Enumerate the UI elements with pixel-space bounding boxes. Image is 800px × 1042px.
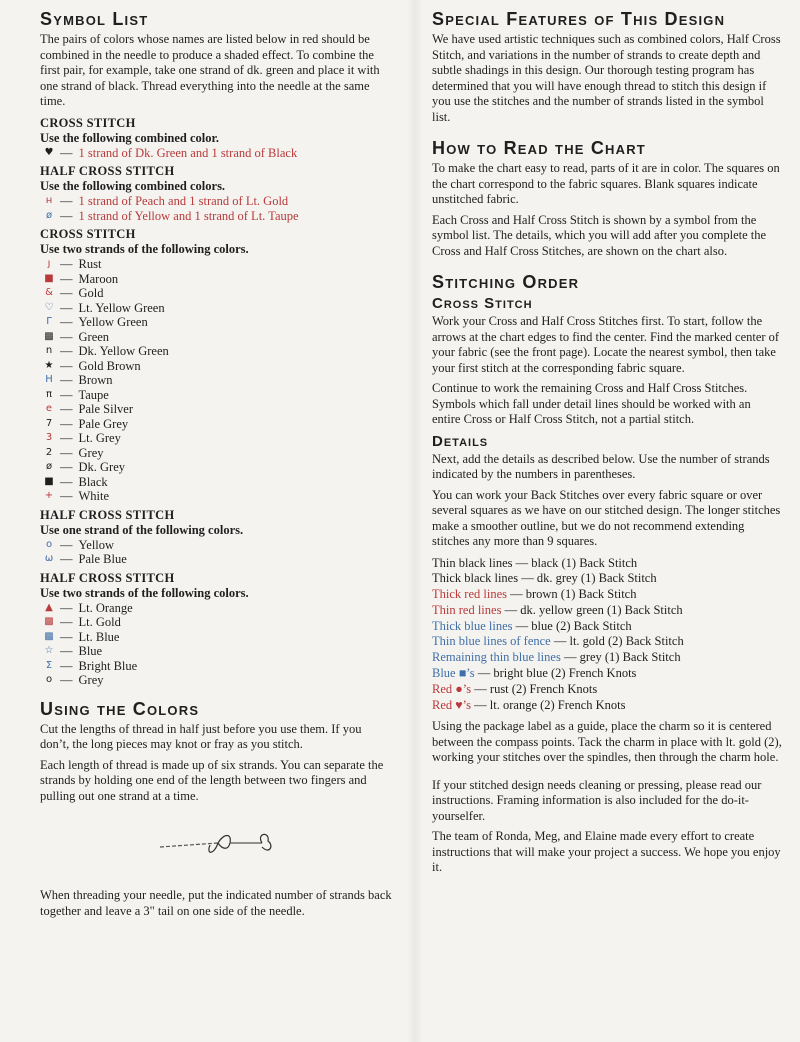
color-name: Dk. Grey bbox=[78, 460, 126, 474]
color-name: Blue bbox=[78, 644, 103, 658]
dash-separator: — bbox=[60, 658, 73, 673]
cross-stitch-sub-2: Use two strands of the following colors. bbox=[40, 242, 249, 256]
stitch-symbol-icon: ★ bbox=[44, 359, 54, 371]
dash-separator: — bbox=[60, 329, 73, 344]
stitch-symbol-icon: ▩ bbox=[44, 630, 54, 642]
color-name: Green bbox=[78, 329, 110, 344]
stitch-symbol-icon: ▲ bbox=[45, 601, 53, 613]
detail-line bbox=[432, 682, 782, 698]
detail-line bbox=[432, 603, 782, 619]
color-name: Lt. Gold bbox=[78, 615, 121, 629]
detail-line-rest: — blue (2) Back Stitch bbox=[512, 618, 632, 633]
dash-separator: — bbox=[60, 257, 73, 271]
color-name: Lt. Yellow Green bbox=[78, 300, 165, 315]
special-features-title: Special Features of This Design bbox=[432, 9, 726, 29]
stitch-symbol-icon: e bbox=[45, 403, 53, 414]
detail-line-label: Blue ■’s bbox=[432, 666, 475, 681]
stitch-symbol-icon: ʜ bbox=[45, 195, 53, 206]
stitch-symbol-icon: ȷ bbox=[47, 258, 51, 269]
stitch-symbol-icon: Σ bbox=[45, 659, 53, 671]
dash-separator: — bbox=[60, 300, 73, 315]
dash-separator: — bbox=[60, 537, 73, 552]
dash-separator: — bbox=[60, 344, 73, 358]
dash-separator: — bbox=[60, 474, 73, 489]
dash-separator: — bbox=[60, 629, 73, 644]
color-name: Bright Blue bbox=[78, 658, 138, 673]
color-name: 1 strand of Yellow and 1 strand of Lt. Taupe bbox=[78, 208, 299, 223]
dash-separator: — bbox=[60, 644, 73, 658]
symbol-row bbox=[40, 194, 392, 209]
symbol-row bbox=[40, 489, 392, 504]
using-colors-p1: Cut the lengths of thread in half just before you use them. If you don’t, the long pieces may knot or fray as you stitch. bbox=[40, 721, 362, 751]
stitch-symbol-icon: ω bbox=[44, 553, 54, 564]
detail-line-rest: — grey (1) Back Stitch bbox=[560, 650, 681, 665]
detail-line-label: Remaining thin blue lines bbox=[432, 650, 561, 665]
stitch-symbol-icon: ☆ bbox=[44, 645, 54, 656]
color-name: Pale Grey bbox=[78, 416, 129, 431]
dash-separator: — bbox=[60, 402, 73, 416]
color-name: Pale Silver bbox=[78, 402, 134, 416]
detail-line-label: Thin blue lines of fence bbox=[432, 634, 551, 649]
color-name: Yellow bbox=[78, 537, 115, 552]
detail-line-rest: — rust (2) French Knots bbox=[471, 681, 598, 696]
half-cross-sub-3: Use two strands of the following colors. bbox=[40, 585, 249, 600]
stitch-symbol-icon: + bbox=[44, 490, 54, 501]
detail-line-label: Thick blue lines bbox=[432, 618, 513, 633]
dash-separator: — bbox=[60, 460, 73, 474]
half-cross-heading-1: HALF CROSS STITCH bbox=[40, 164, 175, 178]
symbol-row bbox=[40, 673, 392, 688]
color-name: Lt. Orange bbox=[78, 600, 133, 615]
color-name: Brown bbox=[78, 373, 113, 387]
stitch-symbol-icon: ■ bbox=[44, 272, 54, 284]
detail-line-label: Thick black lines bbox=[432, 571, 519, 586]
stitch-symbol-icon: 3 bbox=[45, 432, 53, 443]
stitch-symbol-icon: H bbox=[45, 374, 53, 385]
dash-separator: — bbox=[60, 445, 73, 460]
color-name: Gold Brown bbox=[78, 358, 141, 373]
color-name: Black bbox=[78, 474, 108, 489]
symbol-row bbox=[40, 659, 392, 674]
dash-separator: — bbox=[60, 431, 73, 445]
detail-line bbox=[432, 571, 782, 587]
stitch-symbol-icon: Γ bbox=[46, 316, 52, 327]
symbol-row bbox=[40, 644, 392, 659]
symbol-row bbox=[40, 431, 392, 446]
symbol-row bbox=[40, 460, 392, 475]
detail-line-rest: — brown (1) Back Stitch bbox=[506, 587, 637, 602]
dash-separator: — bbox=[60, 615, 73, 629]
details-p1: Next, add the details as described below. Use the number of strands indicated by the numbers in parentheses. bbox=[432, 451, 770, 481]
symbol-row bbox=[40, 538, 392, 553]
read-chart-title: How to Read the Chart bbox=[432, 138, 646, 158]
symbol-row bbox=[40, 209, 392, 224]
symbol-row bbox=[40, 630, 392, 645]
half-cross-heading-3: HALF CROSS STITCH bbox=[40, 570, 175, 585]
stitch-symbol-icon: ▩ bbox=[44, 330, 54, 342]
symbol-row bbox=[40, 257, 392, 272]
dash-separator: — bbox=[60, 208, 73, 223]
details-p2: You can work your Back Stitches over every fabric square or over several squares as we have on our stitched design. The longer stitches make a smoother outline, but we do not recommend extending stitches any more than 9 squares. bbox=[432, 487, 781, 548]
using-colors-p3: When threading your needle, put the indicated number of strands back together and leave a 3" tail on one side of the needle. bbox=[40, 888, 392, 918]
stitch-symbol-icon: π bbox=[45, 388, 53, 400]
dash-separator: — bbox=[60, 286, 73, 300]
color-name: 1 strand of Dk. Green and 1 strand of Black bbox=[78, 145, 298, 160]
cross-color-list bbox=[40, 257, 392, 504]
color-name: Taupe bbox=[78, 387, 109, 402]
detail-line bbox=[432, 650, 782, 666]
team-paragraph: The team of Ronda, Meg, and Elaine made every effort to create instructions that will make your project a success. We hope you enjoy it. bbox=[432, 829, 781, 875]
details-subtitle: Details bbox=[432, 432, 489, 450]
color-name: Lt. Blue bbox=[78, 629, 120, 644]
right-column bbox=[432, 8, 782, 881]
cross-stitch-heading-2: CROSS STITCH bbox=[40, 227, 136, 241]
stitch-symbol-icon: o bbox=[45, 538, 53, 550]
cross-stitch-p1: Work your Cross and Half Cross Stitches first. To start, follow the arrows at the chart edges to find the center. Find the marked center of your fabric (see the front page). Locate the nearest symbol, then take your first stitch at the corresponding fabric square. bbox=[432, 314, 780, 375]
detail-line-rest: — dk. yellow green (1) Back Stitch bbox=[501, 602, 683, 617]
read-chart-p1: To make the chart easy to read, parts of it are in color. The squares on the chart correspond to the fabric squares. Blank squares indicate unstitched fabric. bbox=[432, 161, 780, 206]
symbol-list-intro: The pairs of colors whose names are listed below in red should be combined in the needle to produce a shaded effect. To combine the first pair, for example, take one strand of dk. green and place it with one strand of black. Thread everything into the needle at the same time. bbox=[40, 32, 380, 108]
symbol-row bbox=[40, 301, 392, 316]
symbol-row bbox=[40, 315, 392, 330]
special-features-p1: We have used artistic techniques such as combined colors, Half Cross Stitch, and variations in the number of strands to create depth and subtle shadings in this design. Our thorough testing program has determined that you will have enough thread to stitch this design if you use the stitches and the number of strands listed in the symbol list. bbox=[432, 32, 781, 124]
cross-combined-list bbox=[40, 146, 392, 161]
symbol-row bbox=[40, 615, 392, 630]
detail-line-rest: — lt. orange (2) French Knots bbox=[471, 697, 626, 712]
detail-line-label: Red ●’s bbox=[432, 681, 472, 696]
stitch-symbol-icon: o bbox=[45, 674, 53, 685]
cross-stitch-sub-1: Use the following combined color. bbox=[40, 130, 220, 145]
symbol-row bbox=[40, 146, 392, 161]
dash-separator: — bbox=[60, 194, 73, 208]
detail-line bbox=[432, 698, 782, 714]
dash-separator: — bbox=[60, 145, 73, 160]
dash-separator: — bbox=[60, 315, 73, 329]
symbol-list-title: Symbol List bbox=[40, 9, 149, 29]
dash-separator: — bbox=[60, 387, 73, 402]
stitch-symbol-icon: ø bbox=[45, 461, 53, 472]
symbol-row bbox=[40, 601, 392, 616]
stitching-order-title: Stitching Order bbox=[432, 272, 580, 292]
ribbon-motif-icon bbox=[158, 831, 278, 859]
color-name: Rust bbox=[78, 257, 102, 271]
dash-separator: — bbox=[60, 552, 73, 566]
stitch-symbol-icon: ▩ bbox=[44, 616, 54, 627]
dash-separator: — bbox=[60, 416, 73, 431]
symbol-row bbox=[40, 286, 392, 301]
symbol-row bbox=[40, 552, 392, 567]
symbol-row bbox=[40, 475, 392, 490]
detail-line-rest: — lt. gold (2) Back Stitch bbox=[550, 634, 684, 649]
color-name: Grey bbox=[78, 445, 104, 460]
charm-paragraph: Using the package label as a guide, place the charm so it is centered between the compass points. Tack the charm in place with lt. gold (2), working your stitches over the spindles, then through the charm hole. bbox=[432, 719, 782, 765]
dash-separator: — bbox=[60, 358, 73, 373]
detail-line-rest: — bright blue (2) French Knots bbox=[474, 666, 637, 681]
stitch-symbol-icon: 2 bbox=[45, 446, 53, 458]
detail-line-rest: — dk. grey (1) Back Stitch bbox=[518, 571, 657, 586]
detail-line bbox=[432, 619, 782, 635]
cross-stitch-heading-1: CROSS STITCH bbox=[40, 115, 136, 130]
dash-separator: — bbox=[60, 271, 73, 286]
cross-stitch-p2: Continue to work the remaining Cross and Half Cross Stitches. Symbols which fall under detail lines should be worked with an entire Cross or Half Cross Stitch, not a partial stitch. bbox=[432, 381, 751, 426]
detail-line-label: Thin black lines bbox=[432, 555, 513, 570]
detail-line bbox=[432, 587, 782, 603]
color-name: White bbox=[78, 489, 110, 503]
dash-separator: — bbox=[60, 600, 73, 615]
cleaning-paragraph: If your stitched design needs cleaning or pressing, please read our instructions. Framing information is also included for the do-it-yourselfer. bbox=[432, 777, 762, 823]
color-name: 1 strand of Peach and 1 strand of Lt. Gold bbox=[78, 194, 289, 208]
cross-stitch-subtitle: Cross Stitch bbox=[432, 295, 533, 312]
detail-line bbox=[432, 634, 782, 650]
half-one-strand-list bbox=[40, 538, 392, 567]
stitch-symbol-icon: ♥ bbox=[44, 146, 54, 158]
detail-line-label: Thick red lines bbox=[432, 587, 507, 602]
dash-separator: — bbox=[60, 373, 73, 387]
color-name: Lt. Grey bbox=[78, 431, 121, 445]
detail-line bbox=[432, 666, 782, 682]
color-name: Yellow Green bbox=[78, 315, 148, 329]
symbol-row bbox=[40, 373, 392, 388]
symbol-row bbox=[40, 272, 392, 287]
stitch-symbol-icon: ■ bbox=[44, 475, 54, 487]
color-name: Dk. Yellow Green bbox=[78, 344, 169, 358]
color-name: Pale Blue bbox=[78, 552, 127, 566]
half-cross-sub-1: Use the following combined colors. bbox=[40, 179, 226, 193]
stitch-symbol-icon: ø bbox=[45, 209, 53, 221]
symbol-row bbox=[40, 388, 392, 403]
using-colors-p2: Each length of thread is made up of six strands. You can separate the strands by holding one end of the length between two fingers and pulling out one strand at a time. bbox=[40, 757, 384, 803]
symbol-row bbox=[40, 417, 392, 432]
half-two-strand-list bbox=[40, 601, 392, 688]
read-chart-p2: Each Cross and Half Cross Stitch is shown by a symbol from the symbol list. The details, which you will add after you complete the Cross and Half Cross Stitches, are shown on the chart also. bbox=[432, 212, 767, 258]
color-name: Gold bbox=[78, 286, 104, 300]
detail-line-label: Thin red lines bbox=[432, 602, 502, 617]
left-column bbox=[40, 8, 392, 924]
symbol-row bbox=[40, 330, 392, 345]
detail-line-rest: — black (1) Back Stitch bbox=[512, 555, 638, 570]
dash-separator: — bbox=[60, 489, 73, 503]
symbol-row bbox=[40, 446, 392, 461]
symbol-row bbox=[40, 402, 392, 417]
stitch-symbol-icon: ♡ bbox=[44, 301, 54, 313]
stitch-symbol-icon: 7 bbox=[45, 417, 53, 429]
dash-separator: — bbox=[60, 673, 73, 687]
half-cross-sub-2: Use one strand of the following colors. bbox=[40, 522, 244, 537]
half-cross-heading-2: HALF CROSS STITCH bbox=[40, 507, 175, 522]
detail-lines-list bbox=[432, 556, 782, 714]
using-colors-title: Using the Colors bbox=[40, 698, 200, 719]
page-fold-shadow bbox=[408, 0, 422, 1042]
detail-line-label: Red ♥’s bbox=[432, 697, 472, 712]
color-name: Maroon bbox=[78, 271, 119, 286]
detail-line bbox=[432, 556, 782, 572]
half-combined-list bbox=[40, 194, 392, 223]
stitch-symbol-icon: & bbox=[45, 287, 53, 298]
symbol-row bbox=[40, 359, 392, 374]
color-name: Grey bbox=[78, 673, 104, 687]
symbol-row bbox=[40, 344, 392, 359]
stitch-symbol-icon: n bbox=[45, 345, 53, 356]
